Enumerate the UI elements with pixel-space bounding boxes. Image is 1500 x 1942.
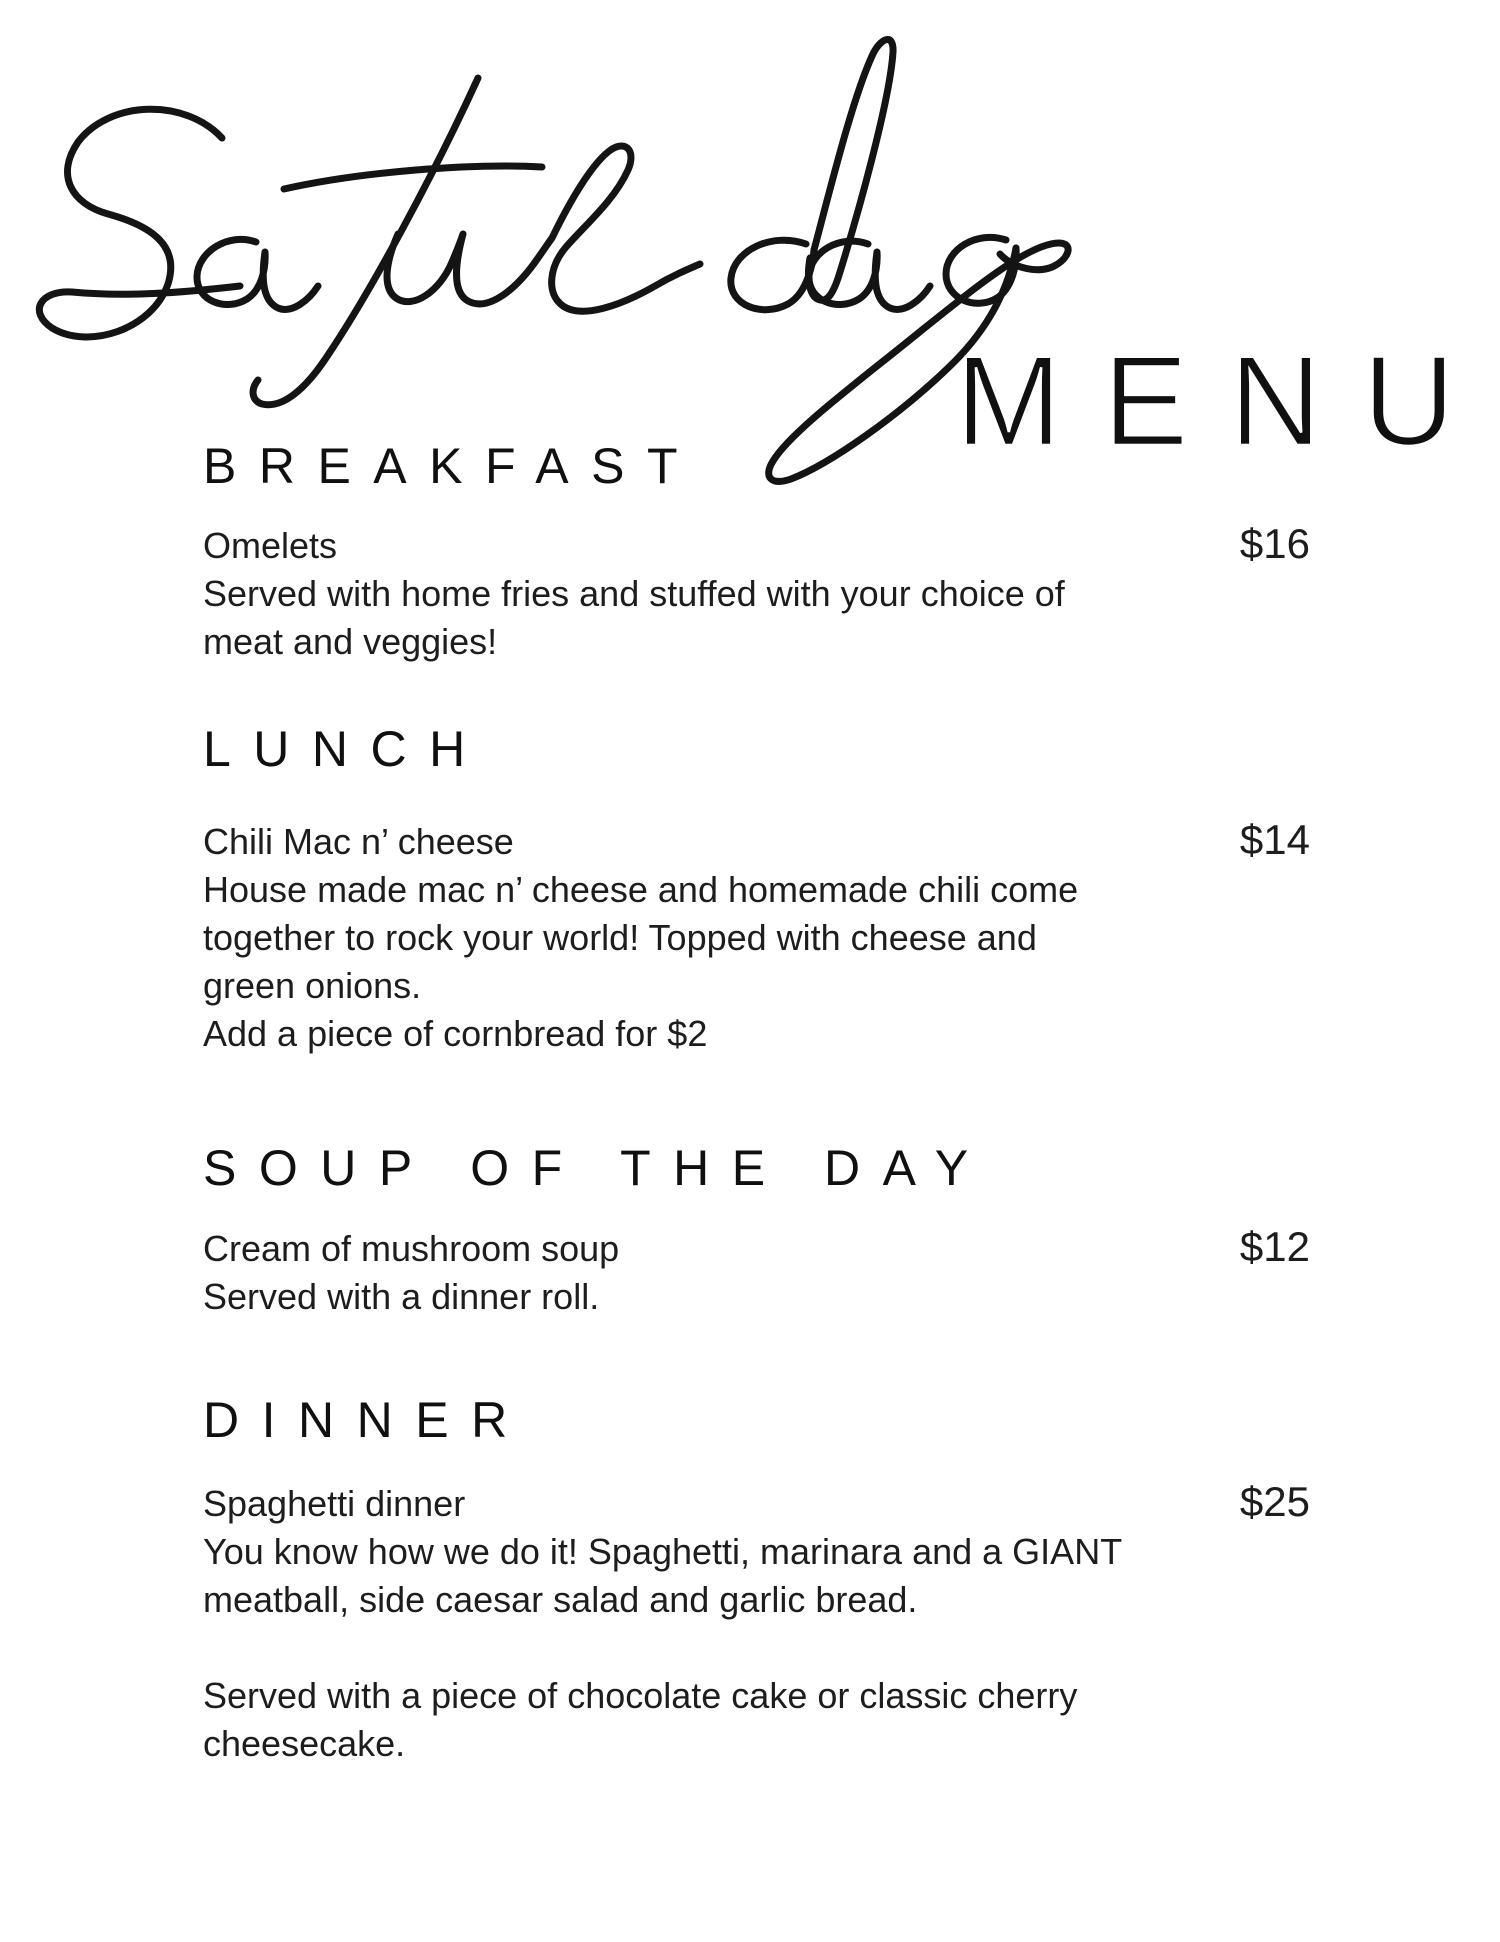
script-stroke-r [552, 146, 700, 311]
section-items [203, 816, 1310, 1058]
section-lunch [203, 721, 1310, 1058]
menu-wordmark: MENU [955, 330, 1496, 473]
item-description [203, 1528, 1310, 1768]
item-price: $25 [1239, 1478, 1310, 1525]
item-description [203, 570, 1310, 666]
description-line: meat and veggies! [203, 621, 498, 662]
description-line [203, 1624, 1310, 1672]
item-name: Spaghetti dinner [203, 1483, 466, 1524]
script-stroke-a2 [809, 241, 930, 309]
script-stroke-d-bowl [731, 240, 814, 309]
item-name: Cream of mushroom soup [203, 1228, 620, 1269]
item-name: Chili Mac n’ cheese [203, 821, 514, 862]
description-line: cheesecake. [203, 1723, 406, 1764]
item-price: $16 [1239, 520, 1310, 567]
section-title: BREAKFAST [203, 438, 701, 494]
description-line: Served with home fries and stuffed with your choice of [203, 573, 1065, 614]
section-title: DINNER [203, 1392, 530, 1448]
description-line: You know how we do it! Spaghetti, marinara and a GIANT [203, 1531, 1123, 1572]
item-name: Omelets [203, 525, 338, 566]
script-stroke-t-stem [253, 78, 478, 405]
section-soup-of-the-day [203, 1140, 1310, 1321]
section-items [203, 1478, 1310, 1768]
description-line: meatball, side caesar salad and garlic bread. [203, 1579, 918, 1620]
item-price: $12 [1239, 1223, 1310, 1270]
description-line: together to rock your world! Topped with cheese and [203, 917, 1037, 958]
description-line: House made mac n’ cheese and homemade chili come [203, 869, 1079, 910]
section-items [203, 1223, 1310, 1321]
description-line: green onions. [203, 965, 422, 1006]
section-title: LUNCH [203, 721, 488, 777]
section-dinner [203, 1392, 1310, 1768]
description-line: Served with a piece of chocolate cake or classic cherry [203, 1675, 1078, 1716]
item-description [203, 1273, 1310, 1321]
menu-item-row [203, 816, 1310, 866]
section-breakfast [203, 438, 1310, 666]
script-stroke-u [387, 234, 552, 304]
script-stroke-a1 [197, 239, 318, 309]
item-description [203, 866, 1310, 1058]
menu-item-row [203, 1478, 1310, 1528]
item-price: $14 [1239, 816, 1310, 863]
description-line: Served with a dinner roll. [203, 1276, 600, 1317]
menu-item-row [203, 1223, 1310, 1273]
description-line: Add a piece of cornbread for $2 [203, 1013, 708, 1054]
menu-item-row [203, 520, 1310, 570]
section-title: SOUP OF THE DAY [203, 1140, 991, 1196]
script-stroke-t-bar [284, 166, 542, 189]
section-items [203, 520, 1310, 666]
